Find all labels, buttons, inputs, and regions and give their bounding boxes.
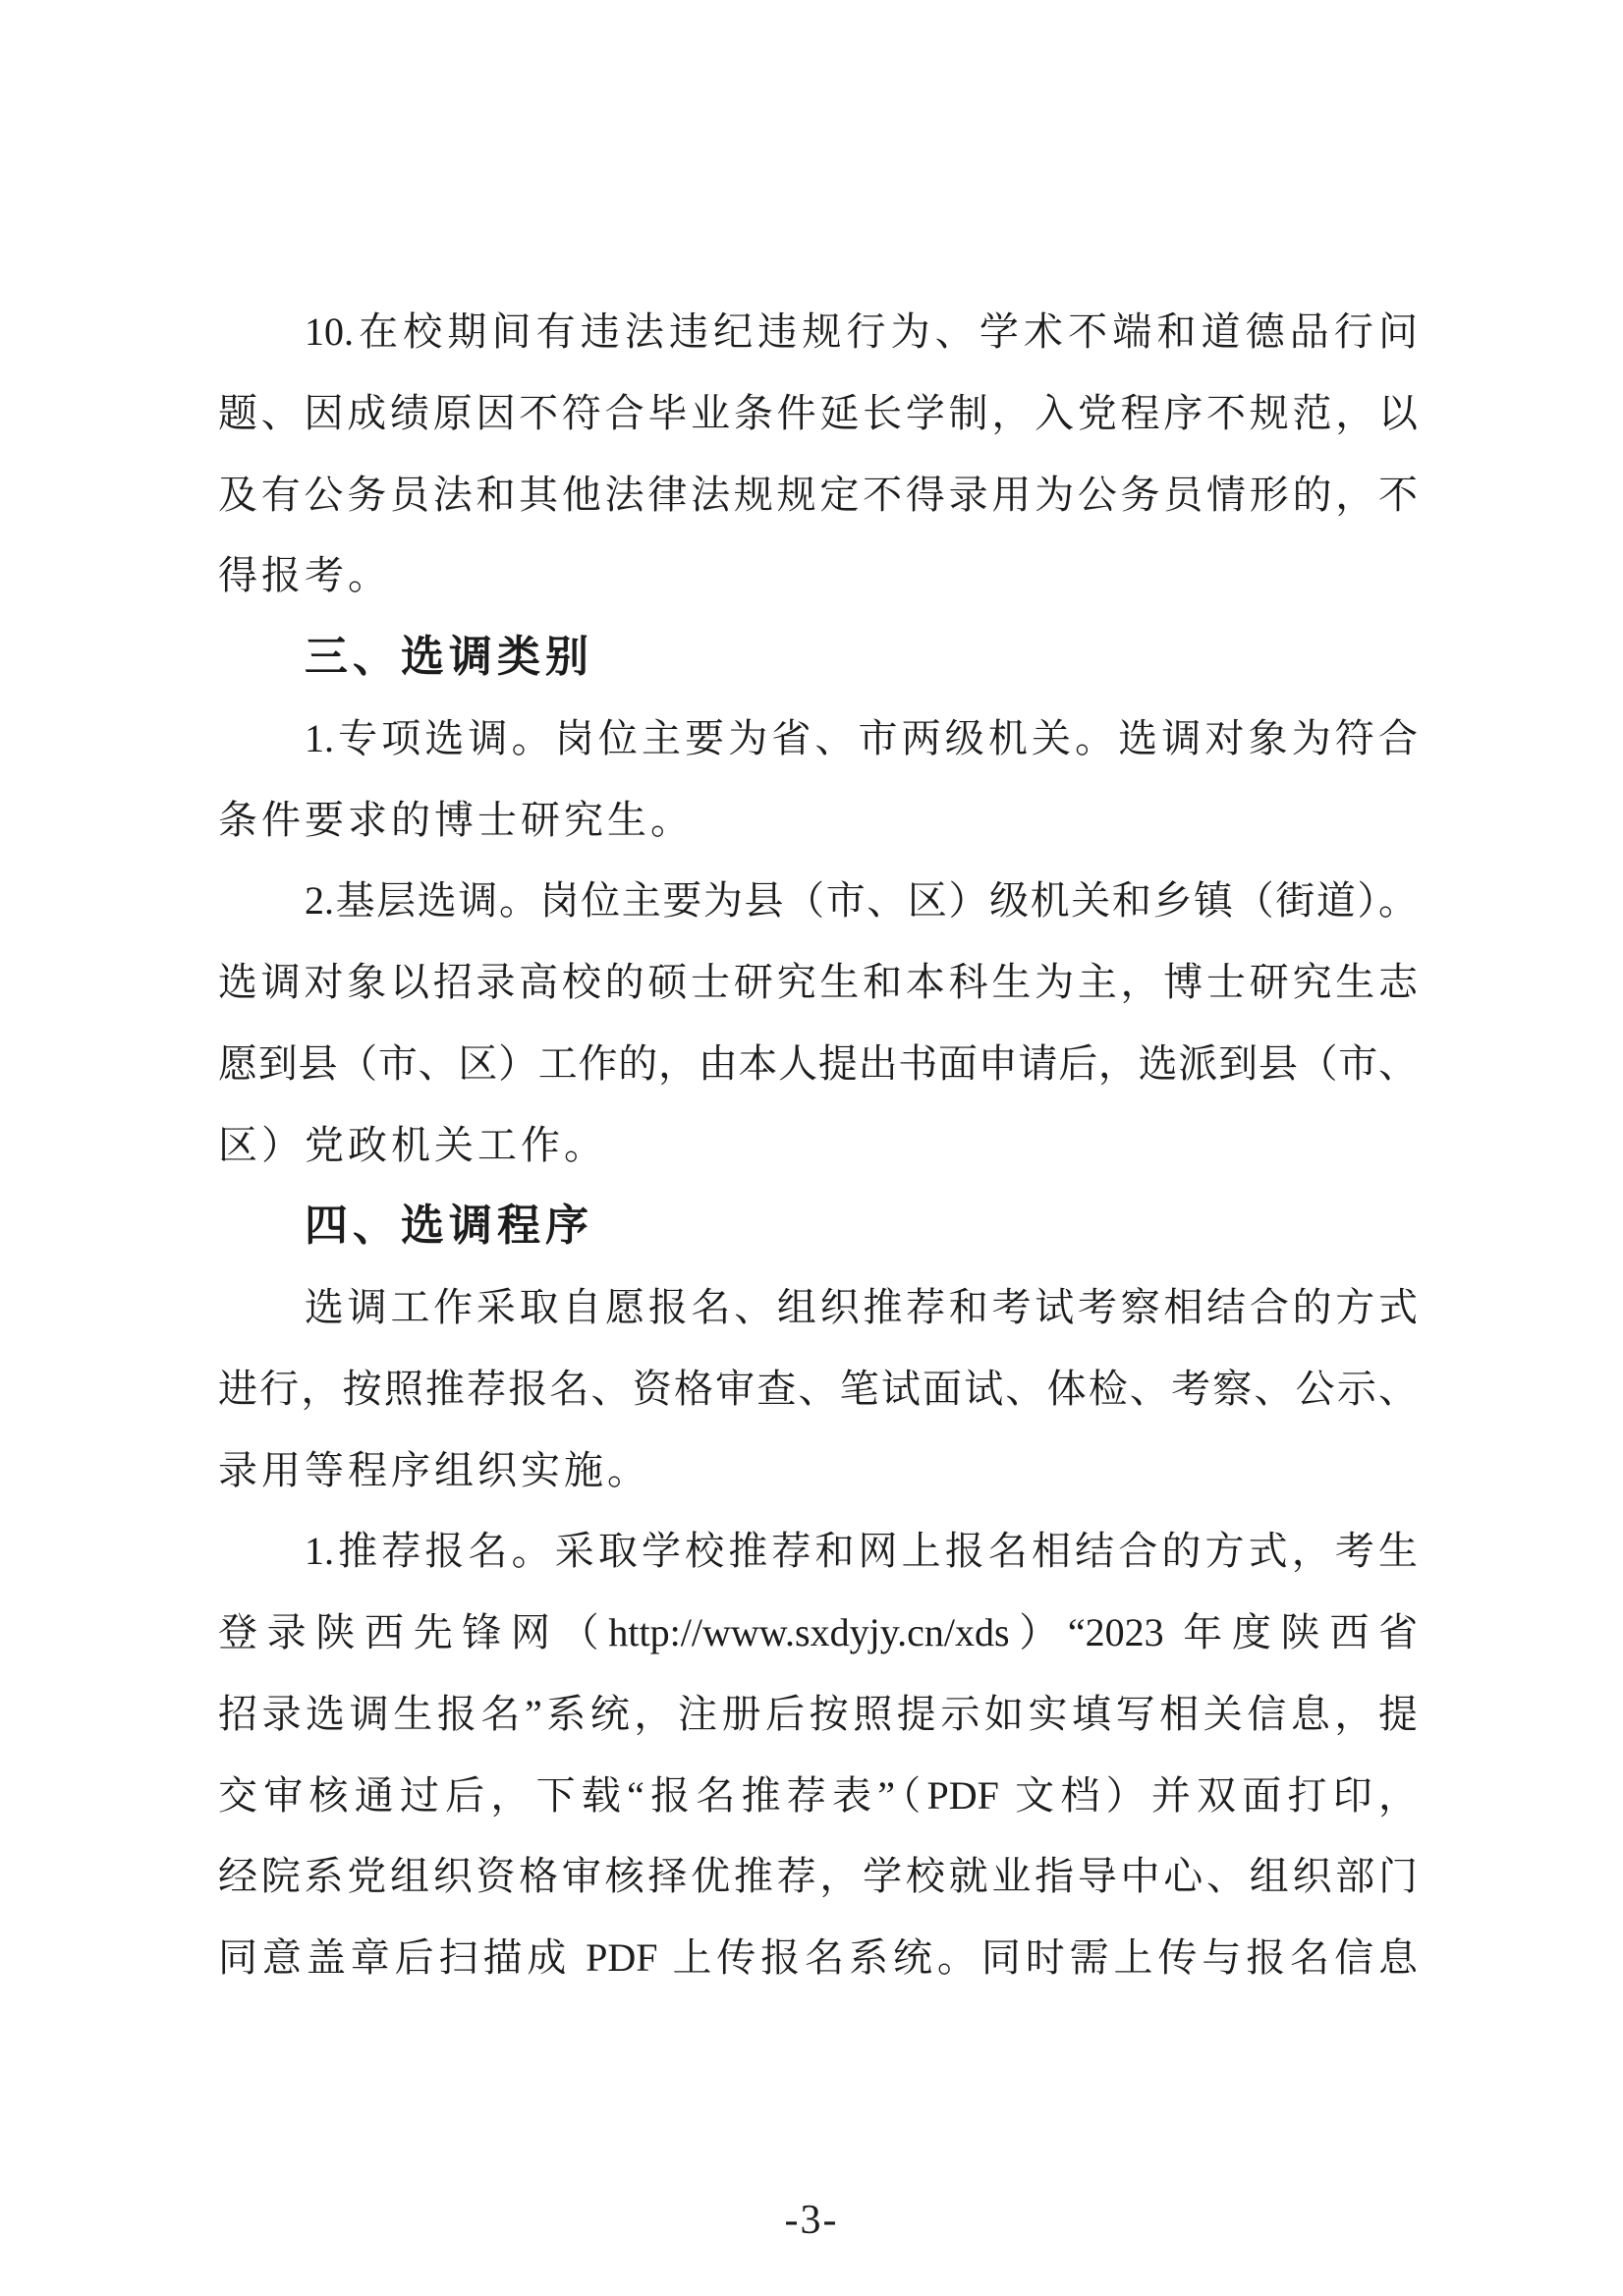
section-heading: 四、选调程序 — [305, 1202, 593, 1251]
text-line: 选调工作采取自愿报名、组织推荐和考试考察相结合的方式 — [305, 1285, 1418, 1329]
text-line: 进行，按照推荐报名、资格审查、笔试面试、体检、考察、公示、 — [218, 1366, 1418, 1411]
text-line: 条件要求的博士研究生。 — [218, 797, 694, 842]
page-number: -3- — [784, 2198, 839, 2243]
text-line: 交审核通过后，下载“报名推荐表”（PDF 文档）并双面打印， — [218, 1772, 1418, 1818]
text-line: 1.推荐报名。采取学校推荐和网上报名相结合的方式，考生 — [305, 1529, 1418, 1574]
text-line: 1.专项选调。岗位主要为省、市两级机关。选调对象为符合 — [305, 715, 1418, 760]
text-line: 选调对象以招录高校的硕士研究生和本科生为主，博士研究生志 — [218, 960, 1418, 1004]
text-line: 同意盖章后扫描成 PDF 上传报名系统。同时需上传与报名信息 — [218, 1935, 1418, 1980]
text-line: 区）党政机关工作。 — [218, 1122, 607, 1167]
text-line: 愿到县（市、区）工作的，由本人提出书面申请后，选派到县（市、 — [218, 1040, 1418, 1086]
document-body — [218, 292, 1418, 1999]
text-line: 录用等程序组织实施。 — [218, 1447, 650, 1492]
section-heading: 三、选调类别 — [305, 633, 593, 681]
text-line: 登录陕西先锋网（http://www.sxdyjy.cn/xds）“2023 年度陕西省 — [218, 1610, 1418, 1654]
text-line: 2.基层选调。岗位主要为县（市、区）级机关和乡镇（街道）。 — [305, 878, 1418, 924]
text-line: 题、因成绩原因不符合毕业条件延长学制，入党程序不规范，以 — [218, 390, 1418, 435]
text-line: 及有公务员法和其他法律法规规定不得录用为公务员情形的，不 — [218, 472, 1418, 517]
text-line: 10.在校期间有违法违纪违规行为、学术不端和道德品行问 — [305, 309, 1418, 354]
text-line: 得报考。 — [218, 553, 391, 598]
text-line: 经院系党组织资格审核择优推荐，学校就业指导中心、组织部门 — [218, 1854, 1418, 1899]
text-line: 招录选调生报名”系统，注册后按照提示如实填写相关信息，提 — [218, 1691, 1418, 1736]
